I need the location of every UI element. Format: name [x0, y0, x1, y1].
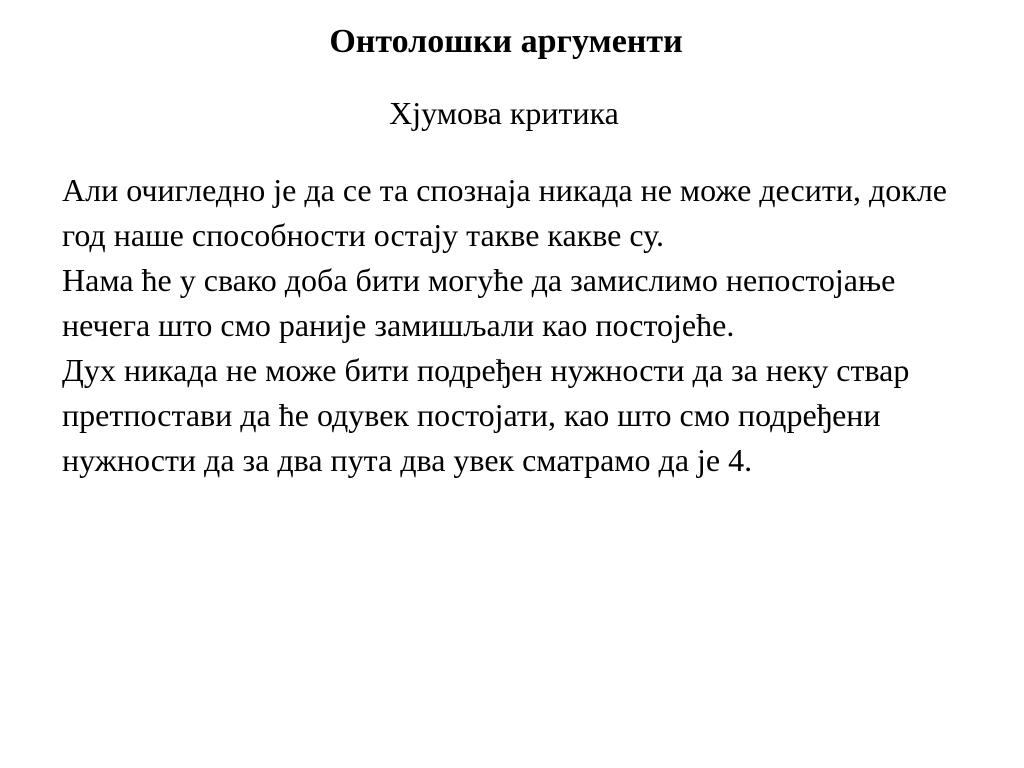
- slide-title: Онтолошки аргументи: [329, 23, 683, 60]
- slide-subtitle: Хјумова критика: [389, 95, 619, 131]
- paragraph-2: Нама ће у свако доба бити могуће да замислимо непостојање нечега што смо раније замишљали као постојеће.: [62, 262, 896, 343]
- paragraph-3: Дух никада не може бити подређен нужности да за неку ствар претпостави да ће одувек постојати, као што смо подређени нужности да за два пута два увек сматрамо да је 4.: [62, 352, 910, 478]
- paragraph-1: Али очигледно је да се та спознаја никада не може десити, докле год наше способности остају такве какве су.: [62, 172, 947, 253]
- slide-body: [62, 168, 982, 483]
